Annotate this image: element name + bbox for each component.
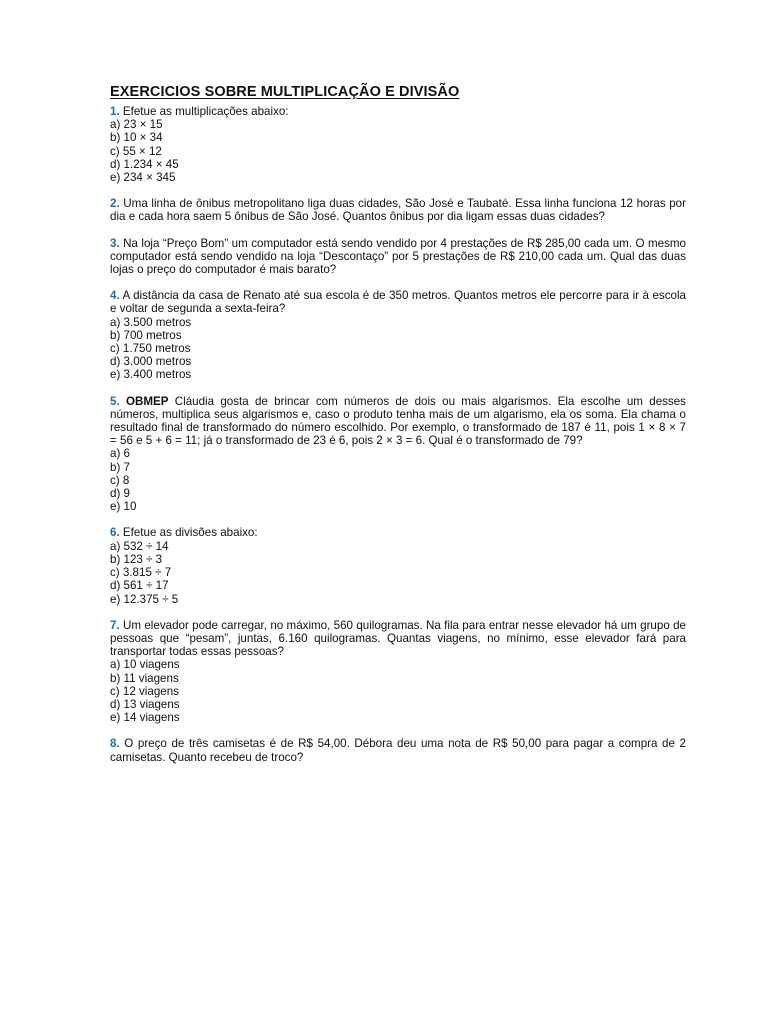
question-5-option-e: e) 10 xyxy=(110,500,137,514)
question-4-option-b: b) 700 metros xyxy=(110,328,182,342)
question-7-option-b: b) 11 viagens xyxy=(110,671,179,685)
question-1-option-c: c) 55 × 12 xyxy=(110,144,162,158)
question-1-option-d: d) 1.234 × 45 xyxy=(110,157,179,171)
question-2-text: Uma linha de ônibus metropolitano liga duas cidades, São José e Taubaté. Essa linha funciona 12 horas por dia e cada hora saem 5 ônibus de São José. Quantos ônibus por dia ligam essas duas cidades? xyxy=(110,197,686,224)
question-1-option-e: e) 234 × 345 xyxy=(110,171,176,185)
question-8-number: 8. xyxy=(110,737,120,751)
question-7-option-c: c) 12 viagens xyxy=(110,684,179,698)
question-6-option-e: e) 12.375 ÷ 5 xyxy=(110,592,179,606)
question-5-number: 5. xyxy=(110,394,120,408)
question-4-number: 4. xyxy=(110,289,120,303)
question-1 xyxy=(110,105,686,184)
question-6-option-a: a) 532 ÷ 14 xyxy=(110,539,169,553)
question-8-text: O preço de três camisetas é de R$ 54,00. Débora deu uma nota de R$ 50,00 para pagar a compra de 2 camisetas. Quanto recebeu de troco? xyxy=(110,737,686,764)
question-6 xyxy=(110,526,686,605)
question-6-option-d: d) 561 ÷ 17 xyxy=(110,579,169,593)
question-2-number: 2. xyxy=(110,197,120,211)
question-3-text: Na loja “Preço Bom” um computador está sendo vendido por 4 prestações de R$ 285,00 cada um. O mesmo computador está sendo vendido na loja “Descontaço” por 5 prestações de R$ 210,00 cada um. Qual das duas lojas o preço do computador é mais barato? xyxy=(110,236,686,277)
question-8-statement xyxy=(110,737,686,763)
question-3 xyxy=(110,237,686,277)
question-6-statement xyxy=(110,526,686,539)
question-1-text: Efetue as multiplicações abaixo: xyxy=(122,105,289,118)
question-7-option-a: a) 10 viagens xyxy=(110,658,180,672)
question-7-option-e: e) 14 viagens xyxy=(110,711,180,725)
question-1-option-b: b) 10 × 34 xyxy=(110,131,163,145)
question-1-statement xyxy=(110,105,686,118)
question-2-statement xyxy=(110,197,686,223)
question-5-option-a: a) 6 xyxy=(110,447,130,461)
question-4-option-a: a) 3.500 metros xyxy=(110,315,192,329)
question-7-option-d: d) 13 viagens xyxy=(110,697,180,711)
question-4-option-e: e) 3.400 metros xyxy=(110,368,192,382)
question-5-option-d: d) 9 xyxy=(110,487,130,501)
question-3-number: 3. xyxy=(110,236,120,250)
worksheet-page xyxy=(110,84,686,764)
question-3-statement xyxy=(110,237,686,277)
question-4-text: A distância da casa de Renato até sua escola é de 350 metros. Quantos metros ele percorre para ir à escola e voltar de segunda a sexta-feira? xyxy=(110,289,686,316)
question-7 xyxy=(110,619,686,725)
question-5 xyxy=(110,395,686,514)
question-5-option-b: b) 7 xyxy=(110,460,130,474)
question-4 xyxy=(110,289,686,381)
question-2 xyxy=(110,197,686,223)
worksheet-title: EXERCICIOS SOBRE MULTIPLICAÇÃO E DIVISÃO xyxy=(110,84,460,100)
question-5-text: Cláudia gosta de brincar com números de dois ou mais algarismos. Ela escolhe um desses números, multiplica seus algarismos e, caso o produto tenha mais de um algarismo, ela os soma. Ela chama o resultado final de transformado do número escolhido. Por exemplo, o transformado de 187 é 11, pois 1 × 8 × 7 = 56 e 5 + 6 = 11; já o transformado de 23 é 6, pois 2 × 3 = 6. Qual é o transformado de 79? xyxy=(110,394,686,448)
question-6-option-c: c) 3.815 ÷ 7 xyxy=(110,566,172,580)
question-1-number: 1. xyxy=(110,105,120,118)
question-5-option-c: c) 8 xyxy=(110,473,130,487)
question-7-statement xyxy=(110,619,686,659)
question-6-text: Efetue as divisões abaixo: xyxy=(122,526,258,540)
question-7-number: 7. xyxy=(110,618,120,632)
question-5-statement xyxy=(110,395,686,448)
question-4-option-d: d) 3.000 metros xyxy=(110,355,192,369)
question-8 xyxy=(110,737,686,763)
question-6-number: 6. xyxy=(110,526,120,540)
question-7-text: Um elevador pode carregar, no máximo, 560 quilogramas. Na fila para entrar nesse elevador há um grupo de pessoas que “pesam”, juntas, 6.160 quilogramas. Quantas viagens, no mínimo, esse elevador fará para transportar todas essas pessoas? xyxy=(110,618,686,659)
question-1-option-a: a) 23 × 15 xyxy=(110,118,163,132)
question-6-option-b: b) 123 ÷ 3 xyxy=(110,552,163,566)
question-4-statement xyxy=(110,289,686,315)
question-5-tag: OBMEP xyxy=(125,394,169,408)
question-4-option-c: c) 1.750 metros xyxy=(110,342,191,356)
